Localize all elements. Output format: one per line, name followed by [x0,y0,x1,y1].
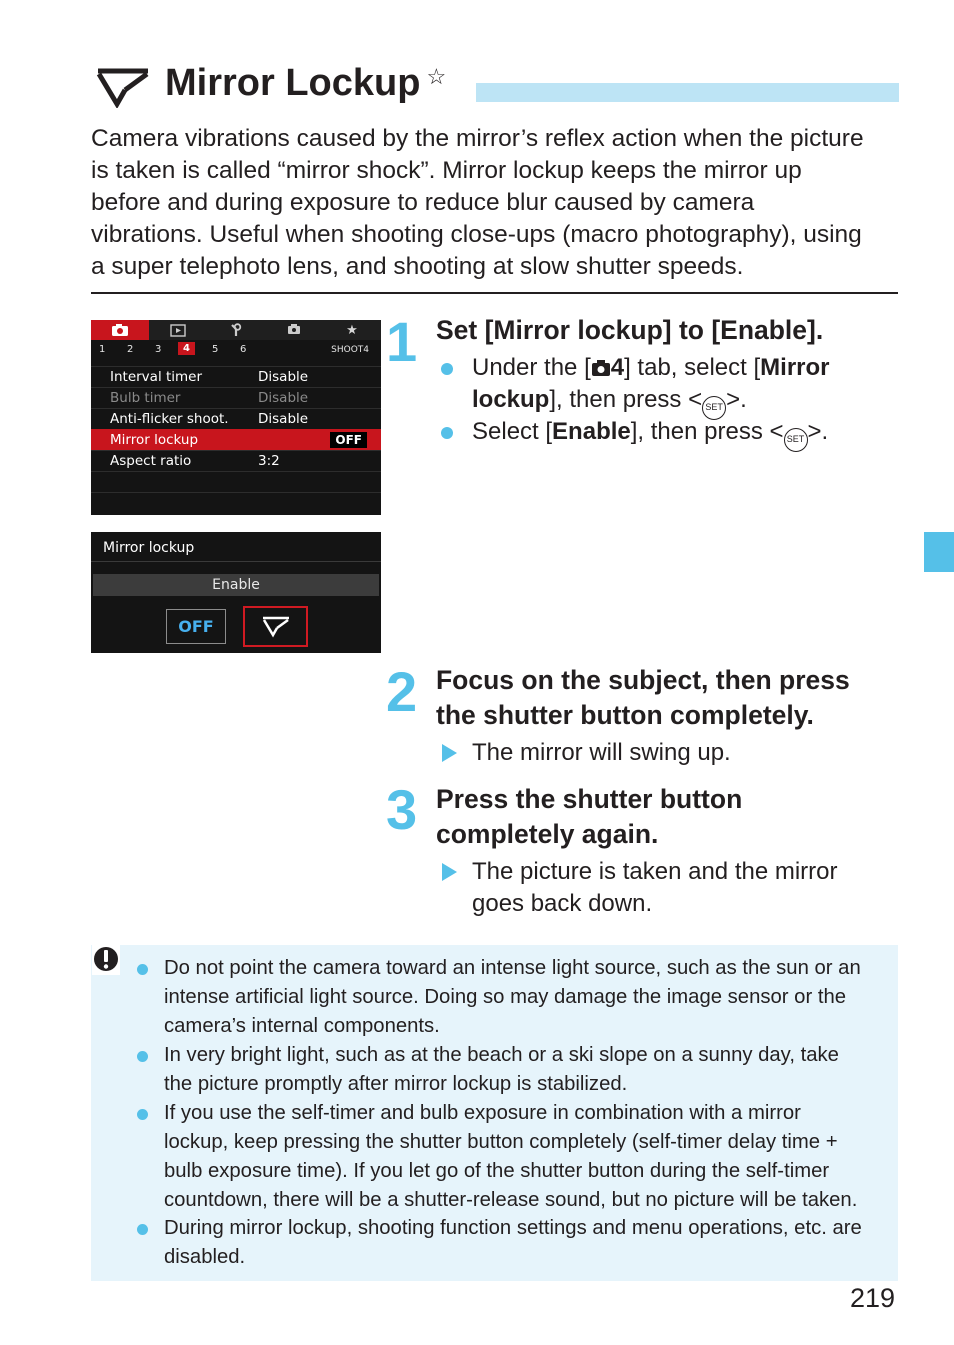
advanced-star-icon: ☆ [426,64,447,89]
menu-item-value: OFF [330,432,367,448]
caution-text: lockup, keep pressing the shutter button completely (self-timer delay time + [164,1131,838,1153]
result-bullet [441,737,891,769]
tab-number: 2 [127,344,134,355]
menu-item-value: Disable [258,411,309,427]
mirror-lockup-setting-screenshot [91,532,381,653]
caution-text: camera’s internal components. [164,1015,440,1037]
step-heading-line: completely again. [436,819,659,849]
intro-line: vibrations. Useful when shooting close-ups (macro photography), using [91,221,862,248]
bullet-dot [441,363,453,375]
instruction-text: lockup], then press < SET >. [472,384,747,420]
step-number: 3 [386,778,418,841]
menu-item-label: Aspect ratio [110,453,192,469]
custom-function-icon [265,320,323,340]
tab-number: 6 [240,344,247,355]
bullet-dot [137,1051,148,1062]
menu-item-mirror-lockup [91,429,381,450]
caution-text: During mirror lockup, shooting function settings and menu operations, etc. are [164,1217,862,1239]
intro-line: is taken is called “mirror shock”. Mirror lockup keeps the mirror up [91,157,802,184]
step-heading [436,782,742,852]
menu-item-value: Disable [258,390,309,406]
caution-text: the picture promptly after mirror lockup is stabilized. [164,1073,628,1095]
menu-item-label: Interval timer [110,369,203,385]
divider [91,561,381,562]
camera-icon [591,355,611,387]
menu-item-label: Mirror lockup [110,432,199,448]
caution-text: intense artificial light source. Doing so may damage the image sensor or the [164,986,847,1008]
result-text: The picture is taken and the mirror [472,858,838,885]
setting-title: Mirror lockup [103,540,195,556]
intro-paragraph [91,123,906,283]
bullet-dot [137,1109,148,1120]
bullet-dot [137,1224,148,1235]
page-number: 219 [850,1283,896,1313]
instruction-bullet [441,352,891,416]
camera-icon [91,320,149,340]
bullet-dot [137,964,148,975]
result-bullet [441,856,891,920]
menu-item-bulb-timer [91,387,381,408]
tab-number: 5 [212,344,219,355]
caution-icon [92,945,120,975]
step-heading: Set [Mirror lockup] to [Enable]. [436,315,824,345]
menu-empty-row [91,492,381,513]
off-option: OFF [166,609,226,644]
caution-text: disabled. [164,1246,246,1268]
intro-line: before and during exposure to reduce blur caused by camera [91,189,755,216]
set-button-icon: SET [702,396,726,420]
instruction-bullet [441,416,891,448]
mirror-lockup-icon [261,616,291,638]
result-arrow-icon [442,863,457,881]
tab-label: SHOOT4 [331,345,369,355]
enable-option [243,606,308,647]
step-heading-line: the shutter button completely. [436,700,814,730]
menu-item-label: Anti-flicker shoot. [110,411,229,427]
bullet-dot [441,427,453,439]
tab-number-active: 4 [178,342,195,355]
menu-item-value: Disable [258,369,309,385]
result-arrow-icon [442,744,457,762]
wrench-icon [207,320,265,340]
menu-tab-row [91,320,381,340]
caution-text: countdown, there will be a shutter-release sound, but no picture will be taken. [164,1189,858,1211]
selected-value: Enable [93,574,379,596]
divider [91,292,898,294]
page-title: Mirror Lockup ☆ [165,62,447,104]
step-number: 2 [386,660,418,723]
camera-menu-screenshot [91,320,381,515]
menu-item-aspect-ratio [91,450,381,471]
tab-number: 3 [155,344,162,355]
caution-text: In very bright light, such as at the beach or a ski slope on a sunny day, take [164,1044,839,1066]
playback-icon [149,320,207,340]
intro-line: a super telephoto lens, and shooting at slow shutter speeds. [91,253,744,280]
chapter-tab-marker [924,532,954,572]
result-text: goes back down. [472,890,653,917]
caution-text: Do not point the camera toward an intense light source, such as the sun or an [164,957,861,979]
instruction-text: Select [Enable], then press < SET >. [472,416,828,452]
menu-item-anti-flicker [91,408,381,429]
menu-item-interval-timer [91,366,381,387]
caution-text: bulb exposure time). If you let go of the shutter button during the self-timer [164,1160,830,1182]
set-button-icon: SET [784,428,808,452]
menu-item-value: 3:2 [258,453,280,469]
menu-item-label: Bulb timer [110,390,181,406]
step-heading-line: Focus on the subject, then press [436,665,850,695]
result-text: The mirror will swing up. [472,739,731,766]
step-number: 1 [386,310,418,373]
mirror-lockup-icon [95,68,151,108]
tab-number: 1 [99,344,106,355]
caution-text: If you use the self-timer and bulb exposure in combination with a mirror [164,1102,801,1124]
title-bar-decoration [476,83,899,102]
step-heading-line: Press the shutter button [436,784,743,814]
my-menu-star-icon: ★ [346,322,358,338]
menu-number-row [91,341,381,359]
menu-empty-row [91,471,381,492]
step-heading [436,663,850,733]
instruction-text: Under the [ 4] tab, select [Mirror [472,352,830,387]
intro-line: Camera vibrations caused by the mirror’s reflex action when the picture [91,125,864,152]
